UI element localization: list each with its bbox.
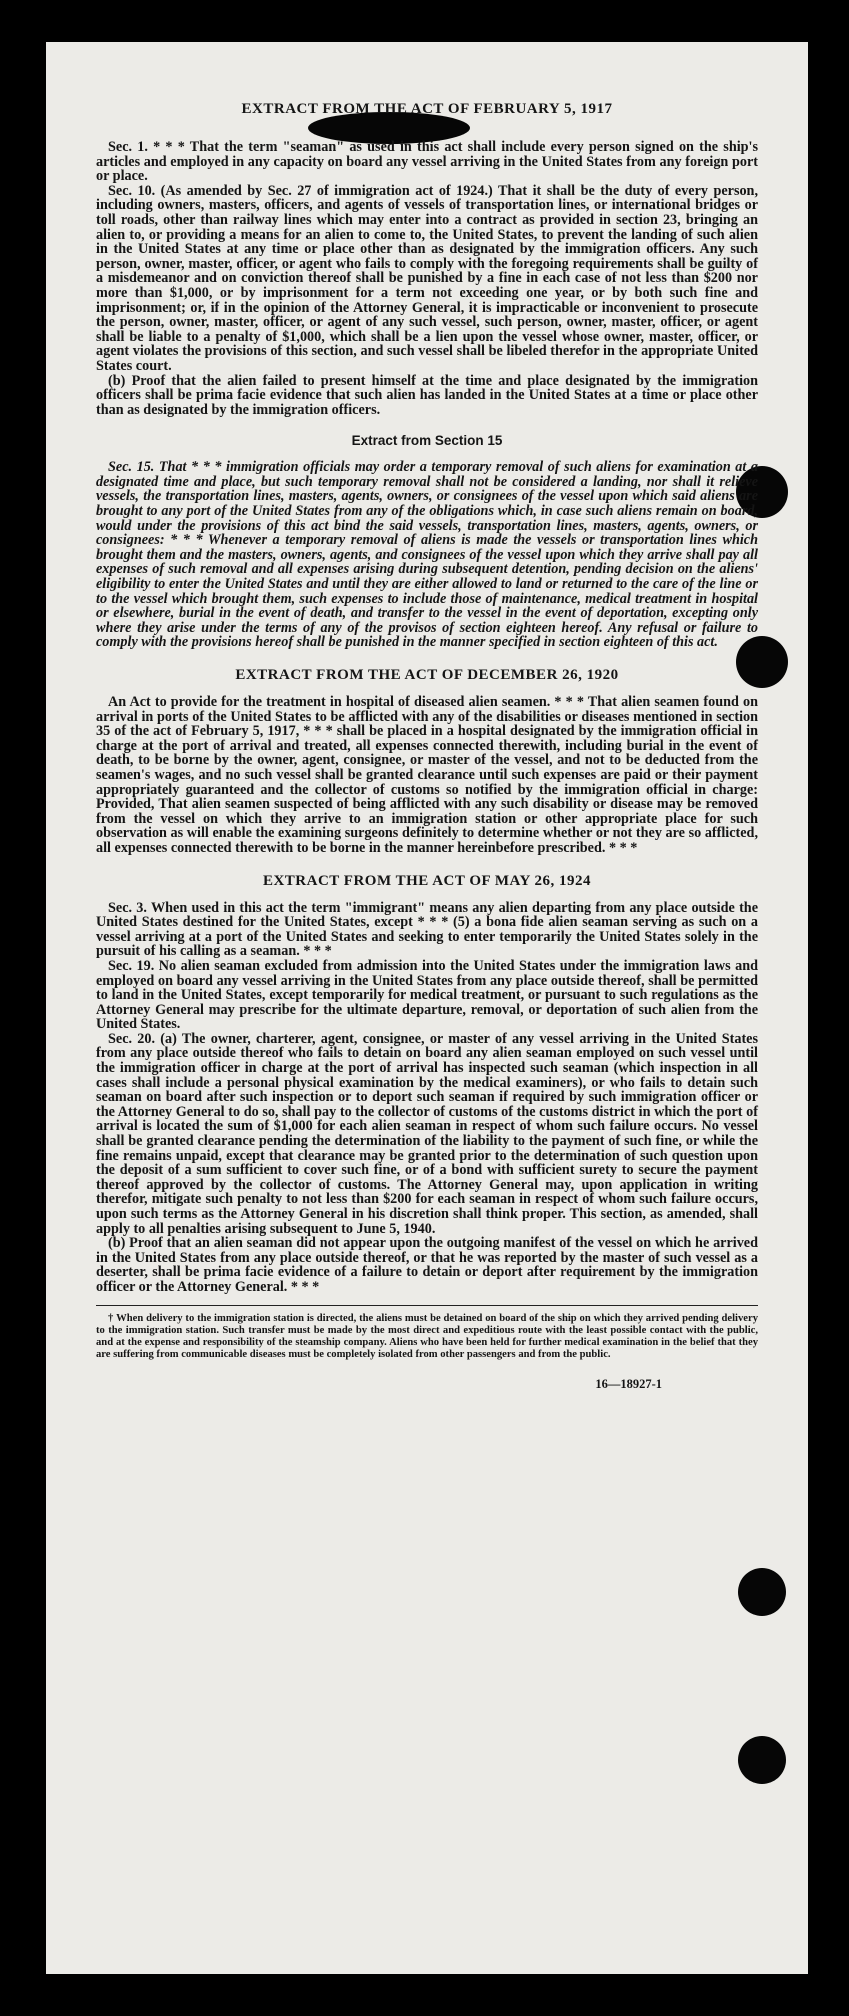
punch-hole-4 xyxy=(738,1736,786,1784)
section-15-paragraph: Sec. 15. That * * * immigration officials may order a temporary removal of such aliens for examination at a designated time and place, but such temporary removal shall not be considered a landing, nor shall it relieve vessels, the transportation lines, masters, agents, owners, or consignees of the vessel upon which said aliens are brought to any port of the United States from any of the obligations which, in case such aliens remain on board, would under the provisions of this act bind the said vessels, transportation lines, masters, agents, owners, or consignees: * * * Whenever a temporary removal of aliens is made the vessels or transportation lines which brought them and the masters, owners, agents, and consignees of the vessel upon which they arrive shall pay all expenses of such removal and all expenses arising during subsequent detention, pending decision on the aliens' eligibility to enter the United States and until they are either allowed to land or returned to the care of the line or to the vessel which brought them, such expenses to include those of maintenance, medical treatment in hospital or elsewhere, burial in the event of death, and transfer to the vessel in the event of deportation, excepting only where they arise under the terms of any of the provisos of section eighteen hereof. Any refusal or failure to comply with the provisions hereof shall be punished in the manner specified in section eighteen of this act. xyxy=(96,459,758,651)
section-20b-paragraph: (b) Proof that an alien seaman did not appear upon the outgoing manifest of the vessel on which he arrived in the United States from any place outside thereof, or that he was reported by the master of such vessel as a deserter, shall be prima facie evidence of a failure to detain or deport after requirement by the immigration officer or the Attorney General. * * * xyxy=(96,1235,758,1295)
heading-act-1920: EXTRACT FROM THE ACT OF DECEMBER 26, 1920 xyxy=(235,667,619,683)
section-10-paragraph: Sec. 10. (As amended by Sec. 27 of immigration act of 1924.) That it shall be the duty of every person, including owners, masters, officers, and agents of vessels of transportation lines, or international bridges or toll roads, other than railway lines which may enter into a contract as provided in section 23, bringing an alien to, or providing a means for an alien to come to, the United States, to prevent the landing of such alien in the United States at any time or place other than as designated by the immigration officers. Any such person, owner, master, officer, or agent who fails to comply with the foregoing requirements shall be guilty of a misdemeanor and on conviction thereof shall be punished by a fine in each case of not less than $200 nor more than $1,000, or by imprisonment for a term not exceeding one year, or by both such fine and imprisonment; or, if in the opinion of the Attorney General, it is impracticable or inconvenient to prosecute the person, owner, master, officer, or agent of any such vessel, such person, owner, master, officer, or agent shall be liable to a penalty of $1,000, which shall be a lien upon the vessel whose owner, master, officer, or agent violates the provisions of this section, and such vessel shall be libeled therefor in the appropriate United States court. xyxy=(96,182,758,374)
footnote-divider xyxy=(96,1305,758,1306)
heading-section-15: Extract from Section 15 xyxy=(351,433,503,449)
punch-hole-3 xyxy=(738,1568,786,1616)
document-content xyxy=(96,100,758,1392)
heading-act-1917: EXTRACT FROM THE ACT OF FEBRUARY 5, 1917 xyxy=(241,101,613,117)
form-number: 16—18927-1 xyxy=(595,1376,662,1391)
act-1920-paragraph: An Act to provide for the treatment in hospital of diseased alien seamen. * * * That alien seamen found on arrival in ports of the United States to be afflicted with any of the disabilities or diseases mentioned in section 35 of the act of February 5, 1917, * * * shall be placed in a hospital designated by the immigration official in charge at the port of arrival and treated, all expenses connected therewith, including burial in the event of death, to be borne by the owner, agent, consignee, or master of the vessel, and not to be deducted from the seamen's wages, and no such vessel shall be granted clearance until such expenses are paid or their payment appropriately guaranteed and the collector of customs so notified by the immigration official in charge: Provided, That alien seamen suspected of being afflicted with any such disability or disease may be removed from the vessel on which they arrive to an immigration station or other appropriate place for such observation as will enable the examining surgeons definitely to determine whether or not they are so afflicted, all expenses connected therewith to be borne in the manner hereinbefore prescribed. * * * xyxy=(96,694,758,856)
heading-act-1924: EXTRACT FROM THE ACT OF MAY 26, 1924 xyxy=(262,872,592,889)
section-3-paragraph: Sec. 3. When used in this act the term "immigrant" means any alien departing from any place outside the United States destined for the United States, except * * * (5) a bona fide alien seaman serving as such on a vessel arriving at a port of the United States and seeking to enter temporarily the United States solely in the pursuit of his calling as a seaman. * * * xyxy=(96,899,758,960)
section-19-paragraph: Sec. 19. No alien seaman excluded from admission into the United States under the immigration laws and employed on board any vessel arriving in the United States from any place outside thereof, shall be permitted to land in the United States, except temporarily for medical treatment, or pursuant to such regulations as the Attorney General may prescribe for the ultimate departure, removal, or deportation of such alien from the United States. xyxy=(96,957,758,1033)
section-1-paragraph: Sec. 1. * * * That the term "seaman" as used in this act shall include every person signed on the ship's articles and employed in any capacity on board any vessel arriving in the United States from any foreign port or place. xyxy=(96,139,758,185)
document-page xyxy=(46,42,808,1974)
section-20-paragraph: Sec. 20. (a) The owner, charterer, agent, consignee, or master of any vessel arriving in the United States from any place outside thereof who fails to detain on board any alien seaman employed on such vessel until the immigration officer in charge at the port of arrival has inspected such seaman (which inspection in all cases shall include a personal physical examination by the medical examiners), or who fails to detain such seaman on board after such inspection or to deport such seaman if required by such immigration officer or the Attorney General to do so, shall pay to the collector of customs of the customs district in which the port of arrival is located the sum of $1,000 for each alien seaman in respect of whom such failure occurs. No vessel shall be granted clearance pending the determination of the liability to the payment of such fine, or while the fine remains unpaid, except that clearance may be granted prior to the determination of such question upon the deposit of a sum sufficient to cover such fine, or of a bond with sufficient surety to secure the payment thereof approved by the collector of customs. The Attorney General may, upon application in writing therefor, mitigate such penalty to not less than $200 for each seaman in respect of whom such failure occurs, upon such terms as the Attorney General in his discretion shall think proper. This section, as amended, shall apply to all penalties arising subsequent to June 5, 1940. xyxy=(96,1030,758,1237)
footnote: † When delivery to the immigration station is directed, the aliens must be detained on board of the ship on which they arrived pending delivery to the immigration station. Such transfer must be made by the most direct and expeditious route with the least possible contact with the public, and at the expense and responsibility of the steamship company. Aliens who have been held for further medical examination in the belief that they are suffering from communicable diseases must be completely isolated from other passengers and from the public. xyxy=(96,1312,758,1360)
section-10b-paragraph: (b) Proof that the alien failed to present himself at the time and place designated by the immigration officers shall be prima facie evidence that such alien has landed in the United States at a time or place other than as designated by the immigration officers. xyxy=(96,372,758,418)
